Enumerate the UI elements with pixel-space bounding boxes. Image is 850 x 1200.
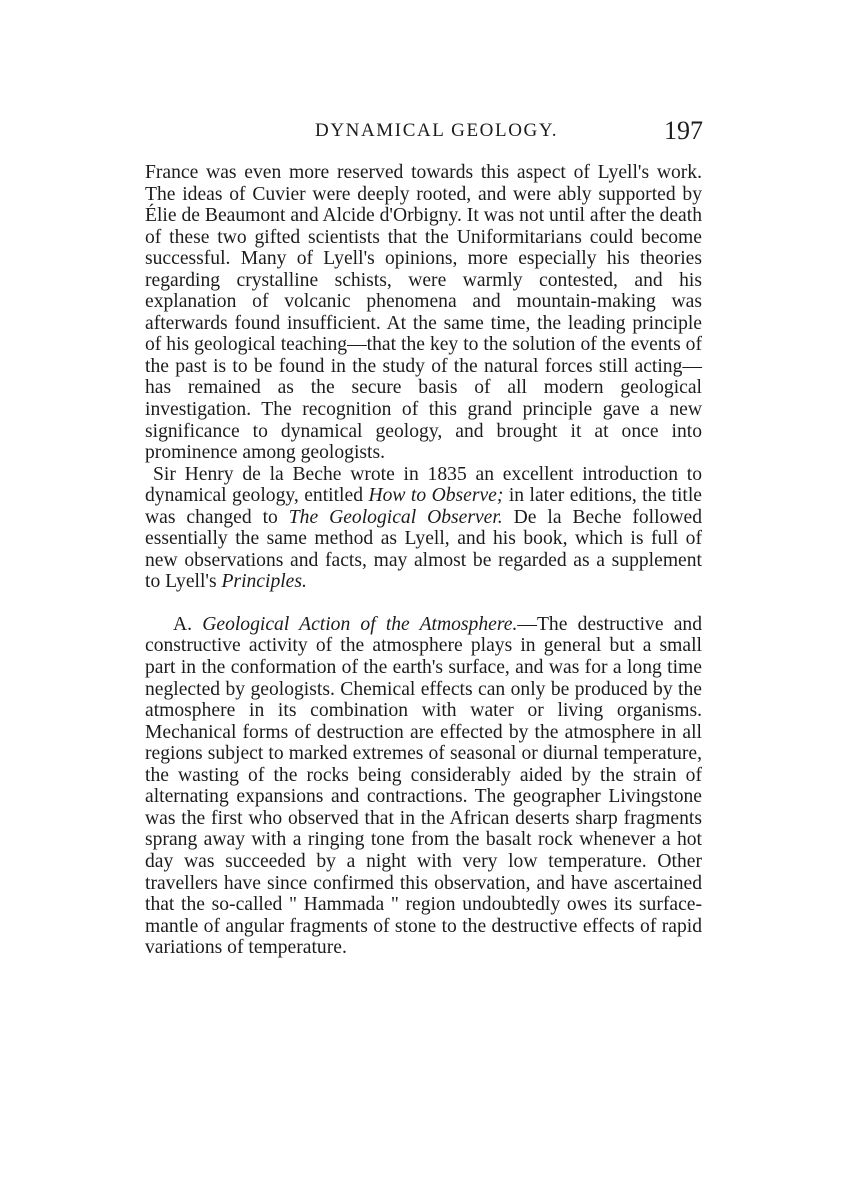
paragraph-text: Sir Henry de la Beche wrote in 1835 an excellent introduction to dynamical geology, entitled	[145, 463, 702, 507]
body-text	[145, 162, 702, 959]
running-title: DYNAMICAL GEOLOGY.	[315, 120, 559, 141]
section-text: —The destructive and constructive activity of the atmosphere plays in general but a small part in the conformation of the earth's surface, and was for a long time neglected by geologists. Chemical effects can only be produced by the atmosphere in its combination with water or living organisms. Mechanical forms of destruction are effected by the atmosphere in all regions subject to marked extremes of seasonal or diurnal temperature, the wasting of the rocks being considerably aided by the strain of alternating expansions and contractions. The geographer Livingstone was the first who observed that in the African deserts sharp fragments sprang away with a ringing tone from the basalt rock whenever a hot day was succeeded by a night with very low temperature. Other travellers have since confirmed this observation, and have ascertained that the so-called " Hammada " region undoubtedly owes its surface-mantle of angular fragments of stone to the destructive effects of rapid variations of temperature.	[145, 613, 702, 959]
paragraph-lyell-reception: France was even more reserved towards this aspect of Lyell's work. The ideas of Cuvier were deeply rooted, and were ably supported by Élie de Beaumont and Alcide d'Orbigny. It was not until after the death of these two gifted scientists that the Uniformitarians could become successful. Many of Lyell's opinions, more especially his theories regarding crystalline schists, were warmly contested, and his explanation of volcanic phenomena and mountain-making was afterwards found insufficient. At the same time, the leading principle of his geological teaching—that the key to the solution of the events of the past is to be found in the study of the natural forces still acting—has remained as the secure basis of all modern geological investigation. The recognition of this grand principle gave a new significance to dynamical geology, and brought it at once into prominence among geologists.	[145, 162, 702, 464]
section-heading: Geological Action of the Atmosphere.	[202, 613, 518, 635]
section-gap	[145, 593, 702, 614]
paragraph-text: in later editions, the title was changed to	[145, 485, 702, 528]
paragraph-text: De la Beche followed essentially the same method as Lyell, and his book, which is full of new observations and facts, may almost be regarded as a supplement to Lyell's	[145, 506, 703, 593]
section-atmosphere	[145, 614, 702, 959]
page-number: 197	[664, 116, 703, 145]
paragraph-de-la-beche	[145, 464, 702, 593]
book-title-principles: Principles.	[221, 571, 307, 593]
section-label: A.	[173, 613, 203, 635]
book-title-how-to-observe: How to Observe;	[368, 485, 504, 507]
book-title-geological-observer: The Geological Observer.	[288, 506, 503, 528]
running-head	[145, 116, 705, 148]
